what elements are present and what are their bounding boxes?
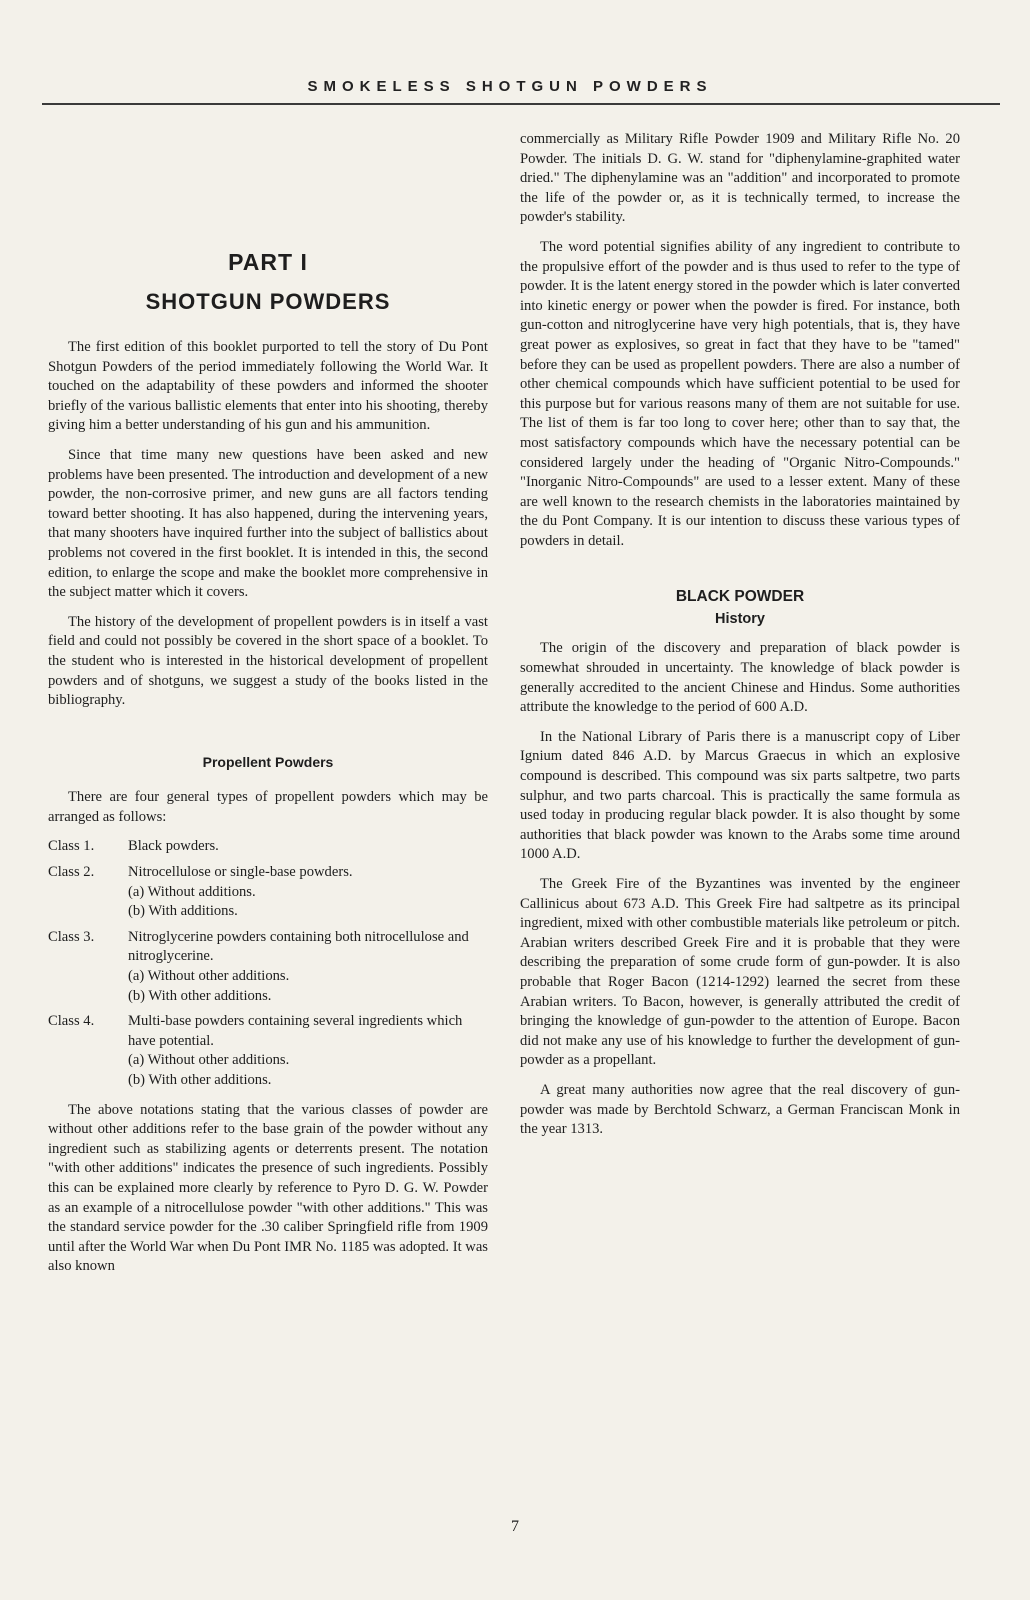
right-column — [520, 130, 960, 1150]
left-column — [48, 130, 488, 1287]
page-number: 7 — [511, 1518, 519, 1535]
class-subitem: (b) With additions. — [128, 903, 238, 920]
class-entry — [48, 1012, 488, 1090]
history-heading: History — [715, 611, 765, 628]
class-text: Nitrocellulose or single-base powders. — [128, 864, 353, 881]
class-label: Class 3. — [48, 928, 95, 945]
class-label: Class 2. — [48, 864, 95, 881]
paragraph: In the National Library of Paris there is a manuscript copy of Liber Ignium dated 846 A.D. by Marcus Graecus in which an explosive compound is described. This compound was six parts saltpetre, two parts sulphur, and two parts charcoal. This is practically the same formula as used today in producing regular black powder. It is also thought by some authorities that black powder was known to the Arabs some time around 1000 A.D. — [520, 728, 960, 863]
class-entry — [48, 928, 488, 1006]
class-subitem: (b) With other additions. — [128, 987, 272, 1004]
paragraph: The word potential signifies ability of any ingredient to contribute to the propulsive effort of the powder and is thus used to refer to the type of powder. It is the latent energy stored in the powder which is later converted into kinetic energy or power when the powder is fired. For instance, both gun-cotton and nitroglycerine have very high potentials, that is, they have great power as explosives, so great in fact that they have to be "tamed" before they can be used as propellent powders. There are also a number of other chemical compounds which have sufficient potential to be used for this purpose but for various reasons many of them are not suitable for use. The list of them is far too long to cover here; other than to say that, the most satisfactory compounds which have the necessary potential can be considered largely under the heading of "Organic Nitro-Compounds." "Inorganic Nitro-Compounds" are used to a lesser extent. Many of these are well known to the research chemists in the laboratories maintained by the du Pont Company. It is our intention to discuss these various types of powders in detail. — [520, 238, 960, 549]
class-entry — [48, 863, 488, 922]
class-subitem: (a) Without additions. — [128, 883, 256, 900]
paragraph: commercially as Military Rifle Powder 1909 and Military Rifle No. 20 Powder. The initials D. G. W. stand for "diphenylamine-graphited water dried." The diphenylamine was an "addition" and incorporated to promote the life of the powder or, as it is technically termed, to increase the powder's stability. — [520, 131, 960, 226]
paragraph: There are four general types of propellent powders which may be arranged as follows: — [48, 789, 488, 825]
paragraph: Since that time many new questions have been asked and new problems have been presented. The introduction and development of a new powder, the non-corrosive primer, and new guns are all factors tending toward better shooting. It has also happened, during the intervening years, that many shooters have inquired further into the subject of ballistics about problems not covered in the first booklet. It is intended in this, the second edition, to enlarge the scope and make the booklet more comprehensive in the subject matter which it covers. — [48, 446, 488, 601]
class-label: Class 1. — [48, 838, 95, 855]
powder-class-list — [48, 837, 488, 1090]
propellent-powders-heading: Propellent Powders — [202, 753, 334, 770]
class-text: Black powders. — [128, 838, 219, 855]
header-rule — [42, 103, 1000, 105]
paragraph: The Greek Fire of the Byzantines was invented by the engineer Callinicus about 673 A.D. This Greek Fire had saltpetre as its principal ingredient, mixed with other combustible materials like petroleum or pitch. Arabian writers described Greek Fire and it is probable that they were describing the preparation of some crude form of gun-powder. It is also probable that Roger Bacon (1214-1292) learned the secret from these Arabian writers. To Bacon, however, is generally attributed the credit of bringing the knowledge of gun-powder to the attention of Europe. Bacon did not make any use of his knowledge to further the development of gun-powder as a propellant. — [520, 876, 960, 1069]
part-title: PART I — [228, 249, 308, 275]
class-text: Nitroglycerine powders containing both nitrocellulose and nitroglycerine. — [128, 928, 469, 965]
class-label: Class 4. — [48, 1013, 95, 1030]
class-entry — [48, 837, 488, 857]
section-title: SHOTGUN POWDERS — [145, 289, 391, 314]
class-text: Multi-base powders containing several ingredients which have potential. — [128, 1013, 463, 1049]
class-subitem: (a) Without other additions. — [128, 1052, 290, 1069]
paragraph: A great many authorities now agree that the real discovery of gun-powder was made by Berchtold Schwarz, a German Franciscan Monk in the year 1313. — [520, 1081, 960, 1138]
running-title: SMOKELESS SHOTGUN POWDERS — [307, 78, 713, 95]
black-powder-heading: BLACK POWDER — [675, 588, 805, 606]
paragraph: The first edition of this booklet purported to tell the story of Du Pont Shotgun Powders of the period immediately following the World War. It touched on the adaptability of these powders and informed the shooter briefly of the various ballistic elements that enter into his shooting, thereby giving him a better understanding of his gun and his ammunition. — [48, 339, 488, 434]
class-subitem: (a) Without other additions. — [128, 968, 290, 985]
paragraph: The origin of the discovery and preparation of black powder is somewhat shrouded in uncertainty. The knowledge of black powder is generally accredited to the ancient Chinese and Hindus. Some authorities attribute the knowledge to the period of 600 A.D. — [520, 640, 960, 716]
paragraph: The history of the development of propellent powders is in itself a vast field and could not possibly be covered in the short space of a booklet. To the student who is interested in the historical development of propellent powders and of shotguns, we suggest a study of the books listed in the bibliography. — [48, 613, 488, 709]
class-subitem: (b) With other additions. — [128, 1072, 272, 1088]
paragraph: The above notations stating that the various classes of powder are without other additions refer to the base grain of the powder without any ingredient such as stabilizing agents or deterrents present. The notation "with other additions" indicates the presence of such ingredients. Possibly this can be explained more clearly by reference to Pyro D. G. W. Powder as an example of a nitrocellulose powder "with other additions." This was the standard service powder for the .30 caliber Springfield rifle from 1909 until after the World War when Du Pont IMR No. 1185 was adopted. It was also known — [48, 1101, 488, 1275]
